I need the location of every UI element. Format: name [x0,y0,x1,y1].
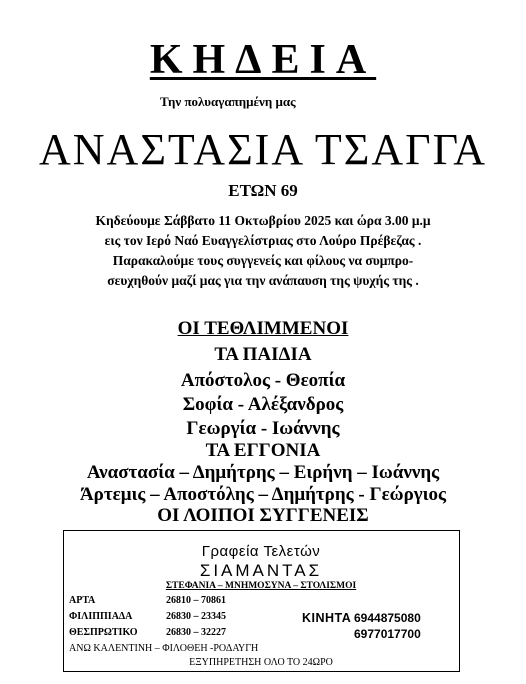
office-city: ΑΡΤΑ [69,595,96,606]
notice-subtitle: Την πολυαγαπημένη μας [160,94,296,109]
funeral-home-title: Γραφεία Τελετών [201,543,321,560]
office-row [64,611,458,625]
children-heading: ΤΑ ΠΑΙΔΙΑ [214,344,312,365]
notice-text-line: σευχηθούν μαζί μας για την ανάπαυση της ψυχής της . [107,273,419,288]
children-line: Απόστολος - Θεοπία [180,370,346,391]
grandchildren-heading: ΤΑ ΕΓΓΟΝΙΑ [205,440,321,461]
notice-title: ΚΗΔΕΙΑ [149,37,377,83]
grandchildren-line: Άρτεμις – Αποστόλης – Δημήτρης - Γεώργιος [79,484,447,505]
office-city: ΦΙΛΙΠΠΙΑΔΑ [69,611,133,622]
funeral-home-box [63,530,460,672]
deceased-age: ΕΤΩΝ 69 [228,181,298,200]
grandchildren-line: Αναστασία – Δημήτρης – Ειρήνη – Ιωάννης [86,462,440,483]
mobile-phone: 6944875080 [354,611,421,625]
notice-text-line: Κηδεύουμε Σάββατο 11 Οκτωβρίου 2025 και ώρα 3.00 μ.μ [95,213,431,228]
relatives-line: ΟΙ ΛΟΙΠΟΙ ΣΥΓΓΕΝΕΙΣ [157,505,369,526]
mourners-heading: ΟΙ ΤΕΘΛΙΜΜΕΝΟΙ [177,318,349,339]
office-city: ΘΕΣΠΡΩΤΙΚΟ [69,627,138,638]
office-phone: 26810 – 70861 [166,595,226,606]
children-line: Σοφία - Αλέξανδρος [182,394,344,415]
notice-text-line: εις τον Ιερό Ναό Ευαγγελίστριας στο Λούρο Πρέβεζας . [104,233,422,248]
mobile-label: ΚΙΝΗΤΑ [302,611,352,625]
funeral-home-address: ΑΝΩ ΚΑΛΕΝΤΙΝΗ – ΦΙΛΟΘΕΗ -ΡΟΔΑΥΓΗ [69,643,259,654]
deceased-name: ΑΝΑΣΤΑΣΙΑ ΤΣΑΓΓΑ [39,125,487,174]
funeral-home-name: ΣΙΑΜΑΝΤΑΣ [199,561,323,580]
notice-text-line: Παρακαλούμε τους συγγενείς και φίλους να συμπρο- [112,253,414,268]
mobile-phone: 6977017700 [354,627,421,641]
children-line: Γεωργία - Ιωάννης [186,418,340,439]
funeral-home-services: ΣΤΕΦΑΝΙΑ – ΜΝΗΜΟΣΥΝΑ – ΣΤΟΛΙΣΜΟΙ [165,581,357,591]
funeral-home-hours: ΕΞΥΠΗΡΕΤΗΣΗ ΟΛΟ ΤΟ 24ΩΡΟ [189,657,333,668]
office-phone: 26830 – 23345 [166,611,226,622]
office-row [64,595,458,609]
office-row [64,627,458,641]
office-phone: 26830 – 32227 [166,627,226,638]
